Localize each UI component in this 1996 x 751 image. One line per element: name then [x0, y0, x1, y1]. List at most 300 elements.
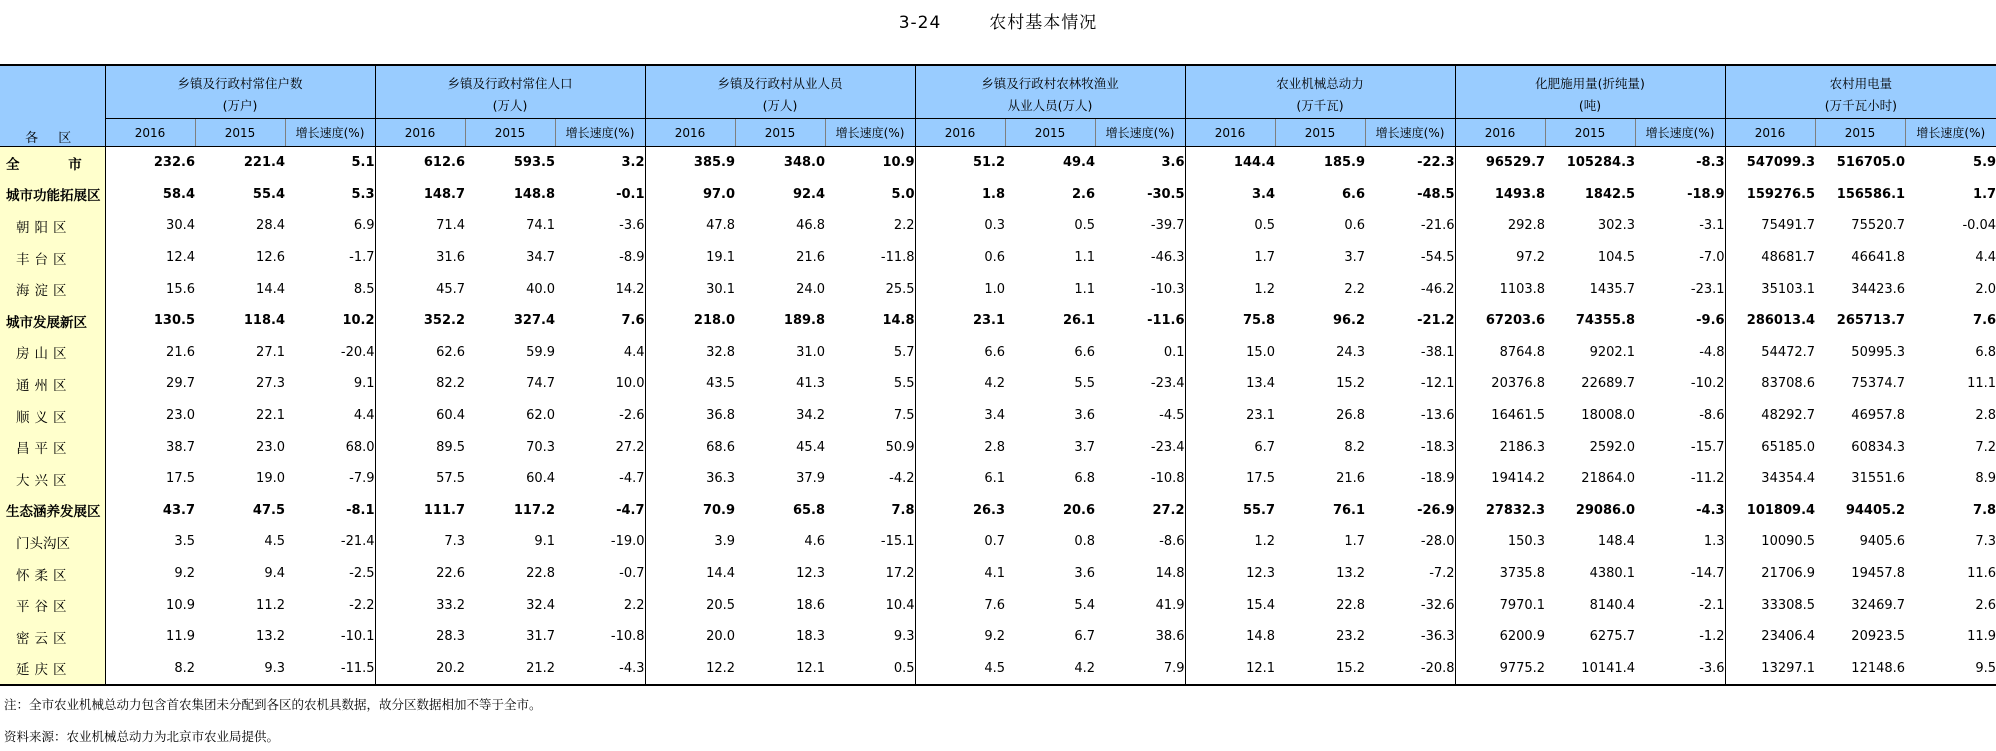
growth-rate-cell: -4.8 [1699, 344, 1725, 360]
value-cell: 70.3 [526, 439, 556, 455]
growth-rate-cell: -3.1 [1699, 218, 1725, 234]
value-cell: 31551.6 [1851, 471, 1906, 487]
value-cell: 10.9 [105, 589, 195, 621]
growth-rate-cell: -10.3 [1150, 281, 1185, 297]
year-header: 2015 [1815, 119, 1905, 147]
growth-rate-cell: -28.0 [1420, 534, 1455, 550]
value-cell: 8764.8 [1455, 337, 1545, 369]
growth-rate-cell: 7.6 [621, 313, 645, 329]
value-cell: 5.4 [1074, 597, 1096, 613]
value-cell: 75.8 [1185, 305, 1275, 337]
value-cell: 20376.8 [1455, 368, 1545, 400]
value-cell: 96529.7 [1455, 147, 1545, 179]
value-cell: 24.3 [1336, 344, 1366, 360]
value-cell: 302.3 [1597, 218, 1636, 234]
growth-rate-cell: -48.5 [1417, 186, 1455, 202]
table-number: 3-24 [898, 13, 942, 33]
value-cell: 34.2 [796, 408, 826, 424]
value-cell: 1435.7 [1589, 281, 1636, 297]
value-cell: 12.1 [1185, 653, 1275, 686]
value-cell: 516705.0 [1836, 155, 1906, 171]
value-cell: 97.0 [645, 179, 735, 211]
growth-rate-cell: -21.4 [340, 534, 375, 550]
value-cell: 15.2 [1336, 376, 1366, 392]
growth-rate-cell: 4.4 [623, 344, 645, 360]
value-cell: 14.8 [1185, 621, 1275, 653]
table-row [0, 400, 1996, 432]
value-cell: 19414.2 [1455, 463, 1545, 495]
value-cell: 14.4 [645, 558, 735, 590]
value-cell: 26.1 [1062, 313, 1096, 329]
value-cell: 22689.7 [1581, 376, 1636, 392]
value-cell: 22.6 [375, 558, 465, 590]
growth-rate-cell: -39.7 [1150, 218, 1185, 234]
value-cell: 62.6 [375, 337, 465, 369]
value-cell: 6.7 [1074, 629, 1096, 645]
group-header-line1: 乡镇及行政村农林牧渔业 [915, 65, 1185, 92]
value-cell: 23.2 [1336, 629, 1366, 645]
growth-rate-cell: -20.4 [340, 344, 375, 360]
value-cell: 17.5 [1185, 463, 1275, 495]
region-name-cell [0, 305, 105, 337]
region-name: 房山区 [16, 346, 72, 363]
value-cell: 104.5 [1597, 250, 1636, 266]
value-cell: 23.0 [105, 400, 195, 432]
value-cell: 32469.7 [1851, 597, 1906, 613]
value-cell: 30.4 [105, 210, 195, 242]
growth-rate-cell: 4.4 [353, 408, 375, 424]
growth-rate-cell: 2.0 [1975, 281, 1996, 297]
value-cell: 43.7 [105, 495, 195, 527]
value-cell: 92.4 [792, 186, 826, 202]
growth-rate-cell: 7.6 [1973, 313, 1996, 329]
growth-rate-cell: 7.3 [1975, 534, 1996, 550]
value-cell: 89.5 [375, 431, 465, 463]
value-cell: 6.7 [1185, 431, 1275, 463]
value-cell: 68.6 [645, 431, 735, 463]
growth-rate-cell: 17.2 [885, 566, 915, 582]
value-cell: 3735.8 [1455, 558, 1545, 590]
value-cell: 37.9 [796, 471, 826, 487]
growth-rate-cell: -8.1 [346, 502, 375, 518]
value-cell: 15.6 [105, 273, 195, 305]
value-cell: 4380.1 [1589, 566, 1636, 582]
value-cell: 232.6 [105, 147, 195, 179]
value-cell: 26.8 [1336, 408, 1366, 424]
value-cell: 31.7 [526, 629, 556, 645]
growth-rate-cell: -9.6 [1696, 313, 1725, 329]
group-header-line2: (万户) [105, 92, 375, 119]
value-cell: 0.3 [915, 210, 1005, 242]
rural-statistics-table [0, 64, 1996, 686]
growth-rate-cell: 7.5 [893, 408, 915, 424]
value-cell: 19.1 [645, 242, 735, 274]
value-cell: 33308.5 [1725, 589, 1815, 621]
growth-rate-cell: 10.9 [882, 155, 915, 171]
value-cell: 12.3 [1185, 558, 1275, 590]
region-name-cell [0, 179, 105, 211]
growth-rate-cell: -8.3 [1696, 155, 1725, 171]
growth-rate-cell: -15.1 [880, 534, 915, 550]
value-cell: 1842.5 [1584, 186, 1636, 202]
value-cell: 612.6 [375, 147, 465, 179]
value-cell: 2592.0 [1589, 439, 1636, 455]
value-cell: 48681.7 [1725, 242, 1815, 274]
group-header-line2: (万人) [375, 92, 645, 119]
region-name-cell [0, 431, 105, 463]
value-cell: 130.5 [105, 305, 195, 337]
growth-rate-cell: 9.3 [893, 629, 915, 645]
table-row [0, 621, 1996, 653]
growth-rate-cell: 6.8 [1975, 344, 1996, 360]
growth-rate-header: 增长速度(%) [1095, 119, 1185, 147]
growth-rate-cell: -0.7 [619, 566, 645, 582]
table-row [0, 558, 1996, 590]
growth-rate-cell: 0.1 [1163, 344, 1185, 360]
growth-rate-cell: -46.3 [1150, 250, 1185, 266]
growth-rate-cell: 5.3 [351, 186, 375, 202]
value-cell: 10141.4 [1545, 653, 1635, 686]
value-cell: 21.2 [465, 653, 555, 686]
value-cell: 18008.0 [1581, 408, 1636, 424]
value-cell: 45.7 [375, 273, 465, 305]
value-cell: 327.4 [513, 313, 556, 329]
growth-rate-cell: 4.4 [1975, 250, 1996, 266]
value-cell: 47.8 [645, 210, 735, 242]
growth-rate-cell: 3.6 [1161, 155, 1185, 171]
value-cell: 40.0 [526, 281, 556, 297]
value-cell: 55.7 [1185, 495, 1275, 527]
value-cell: 159276.5 [1725, 179, 1815, 211]
growth-rate-cell: -8.9 [619, 250, 645, 266]
growth-rate-cell: 7.8 [891, 502, 915, 518]
value-cell: 21.6 [105, 337, 195, 369]
region-name: 海淀区 [16, 283, 72, 300]
value-cell: 23.0 [256, 439, 285, 455]
table-row [0, 305, 1996, 337]
value-cell: 13297.1 [1725, 653, 1815, 686]
value-cell: 83708.6 [1725, 368, 1815, 400]
value-cell: 31.6 [375, 242, 465, 274]
growth-rate-cell: -7.9 [349, 471, 375, 487]
value-cell: 6.6 [1342, 186, 1366, 202]
growth-rate-cell: 6.9 [353, 218, 375, 234]
growth-rate-cell: 2.2 [623, 597, 645, 613]
year-header: 2016 [645, 119, 735, 147]
year-header: 2015 [1545, 119, 1635, 147]
value-cell: 55.4 [252, 186, 285, 202]
growth-rate-cell: 11.1 [1967, 376, 1996, 392]
growth-rate-header: 增长速度(%) [1365, 119, 1455, 147]
value-cell: 352.2 [375, 305, 465, 337]
growth-rate-cell: 0.5 [825, 653, 915, 686]
value-cell: 7.6 [915, 589, 1005, 621]
value-cell: 0.6 [915, 242, 1005, 274]
value-cell: 59.9 [526, 344, 556, 360]
value-cell: 74.7 [526, 376, 556, 392]
table-row [0, 463, 1996, 495]
value-cell: 1.0 [915, 273, 1005, 305]
value-cell: 31.0 [796, 344, 826, 360]
value-cell: 8.2 [105, 653, 195, 686]
growth-rate-cell: -10.8 [1150, 471, 1185, 487]
value-cell: 385.9 [645, 147, 735, 179]
value-cell: 6.1 [915, 463, 1005, 495]
value-cell: 34354.4 [1725, 463, 1815, 495]
table-title-text: 农村基本情况 [989, 13, 1098, 33]
value-cell: 20923.5 [1851, 629, 1906, 645]
value-cell: 1.7 [1344, 534, 1366, 550]
growth-rate-cell: -15.7 [1690, 439, 1725, 455]
value-cell: 117.2 [513, 502, 556, 518]
growth-rate-cell: 38.6 [1155, 629, 1185, 645]
value-cell: 58.4 [105, 179, 195, 211]
growth-rate-cell: -4.3 [1696, 502, 1725, 518]
value-cell: 3.6 [1074, 566, 1096, 582]
value-cell: 29086.0 [1575, 502, 1636, 518]
growth-rate-cell: 7.8 [1973, 502, 1996, 518]
value-cell: 75491.7 [1725, 210, 1815, 242]
value-cell: 0.5 [1074, 218, 1096, 234]
value-cell: 27832.3 [1455, 495, 1545, 527]
growth-rate-cell: -7.2 [1429, 566, 1455, 582]
value-cell: 9.3 [195, 653, 285, 686]
value-cell: 19457.8 [1851, 566, 1906, 582]
table-row [0, 210, 1996, 242]
value-cell: 118.4 [243, 313, 285, 329]
value-cell: 21.6 [796, 250, 826, 266]
value-cell: 4.5 [264, 534, 285, 550]
growth-rate-cell: 14.8 [1155, 566, 1185, 582]
year-header: 2016 [1455, 119, 1545, 147]
value-cell: 26.3 [915, 495, 1005, 527]
value-cell: 60.4 [375, 400, 465, 432]
value-cell: 4.5 [915, 653, 1005, 686]
growth-rate-cell: -18.9 [1420, 471, 1455, 487]
table-row [0, 589, 1996, 621]
value-cell: 3.4 [915, 400, 1005, 432]
group-header-line1: 农村用电量 [1725, 65, 1996, 92]
value-cell: 3.6 [1074, 408, 1096, 424]
value-cell: 45.4 [796, 439, 826, 455]
value-cell: 2186.3 [1455, 431, 1545, 463]
value-cell: 7.3 [375, 526, 465, 558]
value-cell: 76.1 [1332, 502, 1366, 518]
growth-rate-header: 增长速度(%) [1905, 119, 1996, 147]
growth-rate-cell: -0.1 [616, 186, 645, 202]
value-cell: 65185.0 [1725, 431, 1815, 463]
value-cell: 54472.7 [1725, 337, 1815, 369]
value-cell: 75374.7 [1851, 376, 1906, 392]
value-cell: 96.2 [1332, 313, 1366, 329]
value-cell: 1493.8 [1455, 179, 1545, 211]
growth-rate-cell: -22.3 [1417, 155, 1455, 171]
growth-rate-cell: -13.6 [1420, 408, 1455, 424]
value-cell: 2.8 [915, 431, 1005, 463]
value-cell: 348.0 [783, 155, 826, 171]
value-cell: 6200.9 [1455, 621, 1545, 653]
growth-rate-cell: -3.6 [1635, 653, 1725, 686]
region-name-cell [0, 463, 105, 495]
growth-rate-cell: -8.6 [1699, 408, 1725, 424]
growth-rate-header: 增长速度(%) [825, 119, 915, 147]
growth-rate-cell: -32.6 [1420, 597, 1455, 613]
growth-rate-cell: 14.2 [615, 281, 645, 297]
value-cell: 111.7 [375, 495, 465, 527]
growth-rate-cell: 9.5 [1905, 653, 1996, 686]
table-row [0, 147, 1996, 179]
growth-rate-cell: 10.4 [885, 597, 915, 613]
growth-rate-cell: -20.8 [1365, 653, 1455, 686]
value-cell: 28.3 [375, 621, 465, 653]
value-cell: 34423.6 [1851, 281, 1906, 297]
group-header-line1: 乡镇及行政村常住人口 [375, 65, 645, 92]
growth-rate-cell: -23.1 [1690, 281, 1725, 297]
value-cell: 22.8 [1336, 597, 1366, 613]
region-name-cell [0, 558, 105, 590]
value-cell: 20.6 [1062, 502, 1096, 518]
growth-rate-header: 增长速度(%) [555, 119, 645, 147]
value-cell: 75520.7 [1851, 218, 1906, 234]
value-cell: 144.4 [1185, 147, 1275, 179]
group-header-line2: (吨) [1455, 92, 1725, 119]
growth-rate-cell: -4.5 [1159, 408, 1185, 424]
data-source-note: 资料来源：农业机械总动力为北京市农业局提供。 [4, 729, 280, 744]
growth-rate-cell: -10.8 [610, 629, 645, 645]
group-header-line2: (万千瓦小时) [1725, 92, 1996, 119]
value-cell: 218.0 [645, 305, 735, 337]
region-name: 大兴区 [16, 472, 72, 489]
value-cell: 21864.0 [1581, 471, 1636, 487]
growth-rate-cell: 5.5 [893, 376, 915, 392]
footnote: 注：全市农业机械总动力包含首农集团未分配到各区的农机具数据，故分区数据相加不等于全市。 [4, 697, 542, 712]
year-header: 2016 [105, 119, 195, 147]
value-cell: 36.8 [645, 400, 735, 432]
year-header: 2015 [735, 119, 825, 147]
value-cell: 23.1 [915, 305, 1005, 337]
region-column-header: 各 区 [0, 65, 105, 147]
value-cell: 0.7 [915, 526, 1005, 558]
region-name: 门头沟区 [16, 535, 70, 552]
value-cell: 1.1 [1074, 250, 1096, 266]
value-cell: 9.2 [915, 621, 1005, 653]
value-cell: 12148.6 [1815, 653, 1905, 686]
growth-rate-cell: 5.9 [1973, 155, 1996, 171]
value-cell: 97.2 [1455, 242, 1545, 274]
growth-rate-cell: -1.2 [1699, 629, 1725, 645]
group-header-line1: 农业机械总动力 [1185, 65, 1455, 92]
value-cell: 1.1 [1074, 281, 1096, 297]
value-cell: 12.4 [105, 242, 195, 274]
value-cell: 46957.8 [1851, 408, 1906, 424]
value-cell: 1.8 [915, 179, 1005, 211]
value-cell: 221.4 [243, 155, 285, 171]
growth-rate-cell: -11.5 [285, 653, 375, 686]
growth-rate-cell: 8.5 [353, 281, 375, 297]
value-cell: 265713.7 [1836, 313, 1906, 329]
value-cell: 148.4 [1597, 534, 1636, 550]
value-cell: 20.2 [375, 653, 465, 686]
table-row [0, 495, 1996, 527]
value-cell: 12.3 [796, 566, 826, 582]
group-header-line1: 乡镇及行政村常住户数 [105, 65, 375, 92]
growth-rate-cell: -21.2 [1417, 313, 1455, 329]
region-name-cell [0, 495, 105, 527]
growth-rate-cell: -23.4 [1150, 439, 1185, 455]
value-cell: 1103.8 [1455, 273, 1545, 305]
value-cell: 0.6 [1344, 218, 1366, 234]
value-cell: 15.2 [1275, 653, 1365, 686]
value-cell: 34.7 [526, 250, 556, 266]
growth-rate-cell: -19.0 [610, 534, 645, 550]
growth-rate-cell: -4.7 [619, 471, 645, 487]
table-header [0, 65, 1996, 147]
growth-rate-cell: 41.9 [1155, 597, 1185, 613]
table-title [0, 8, 1996, 33]
year-header: 2016 [1185, 119, 1275, 147]
value-cell: 16461.5 [1455, 400, 1545, 432]
value-cell: 0.5 [1185, 210, 1275, 242]
group-header-line1: 化肥施用量(折纯量) [1455, 65, 1725, 92]
value-cell: 60.4 [526, 471, 556, 487]
value-cell: 60834.3 [1851, 439, 1906, 455]
value-cell: 18.3 [796, 629, 826, 645]
value-cell: 2.2 [1344, 281, 1366, 297]
region-name-cell [0, 368, 105, 400]
value-cell: 185.9 [1323, 155, 1366, 171]
value-cell: 286013.4 [1725, 305, 1815, 337]
value-cell: 46641.8 [1851, 250, 1906, 266]
value-cell: 12.1 [735, 653, 825, 686]
year-header: 2016 [915, 119, 1005, 147]
region-name-cell [0, 273, 105, 305]
value-cell: 27.1 [256, 344, 285, 360]
growth-rate-cell: 5.7 [893, 344, 915, 360]
growth-rate-cell: -2.2 [349, 597, 375, 613]
value-cell: 67203.6 [1455, 305, 1545, 337]
growth-rate-cell: 5.1 [351, 155, 375, 171]
growth-rate-cell: -12.1 [1420, 376, 1455, 392]
value-cell: 1.2 [1185, 526, 1275, 558]
growth-rate-cell: 7.2 [1975, 439, 1996, 455]
value-cell: 9775.2 [1455, 653, 1545, 686]
growth-rate-cell: 11.6 [1967, 566, 1996, 582]
growth-rate-cell: 27.2 [1152, 502, 1185, 518]
growth-rate-cell: -11.2 [1690, 471, 1725, 487]
value-cell: 11.9 [105, 621, 195, 653]
year-header: 2016 [1725, 119, 1815, 147]
growth-rate-cell: -54.5 [1420, 250, 1455, 266]
region-name-cell [0, 400, 105, 432]
growth-rate-cell: 5.0 [891, 186, 915, 202]
value-cell: 105284.3 [1566, 155, 1636, 171]
growth-rate-cell: 11.9 [1967, 629, 1996, 645]
value-cell: 12.2 [645, 653, 735, 686]
growth-rate-cell: -0.04 [1962, 218, 1996, 234]
table-row [0, 179, 1996, 211]
growth-rate-cell: -30.5 [1147, 186, 1185, 202]
value-cell: 41.3 [796, 376, 826, 392]
growth-rate-cell: -2.1 [1699, 597, 1725, 613]
value-cell: 3.9 [645, 526, 735, 558]
growth-rate-cell: -26.9 [1417, 502, 1455, 518]
region-name: 朝阳区 [16, 219, 72, 236]
growth-rate-cell: 10.0 [615, 376, 645, 392]
table-row [0, 337, 1996, 369]
region-name: 生态涵养发展区 [6, 504, 101, 521]
region-name: 密云区 [16, 630, 72, 647]
value-cell: 21.6 [1336, 471, 1366, 487]
